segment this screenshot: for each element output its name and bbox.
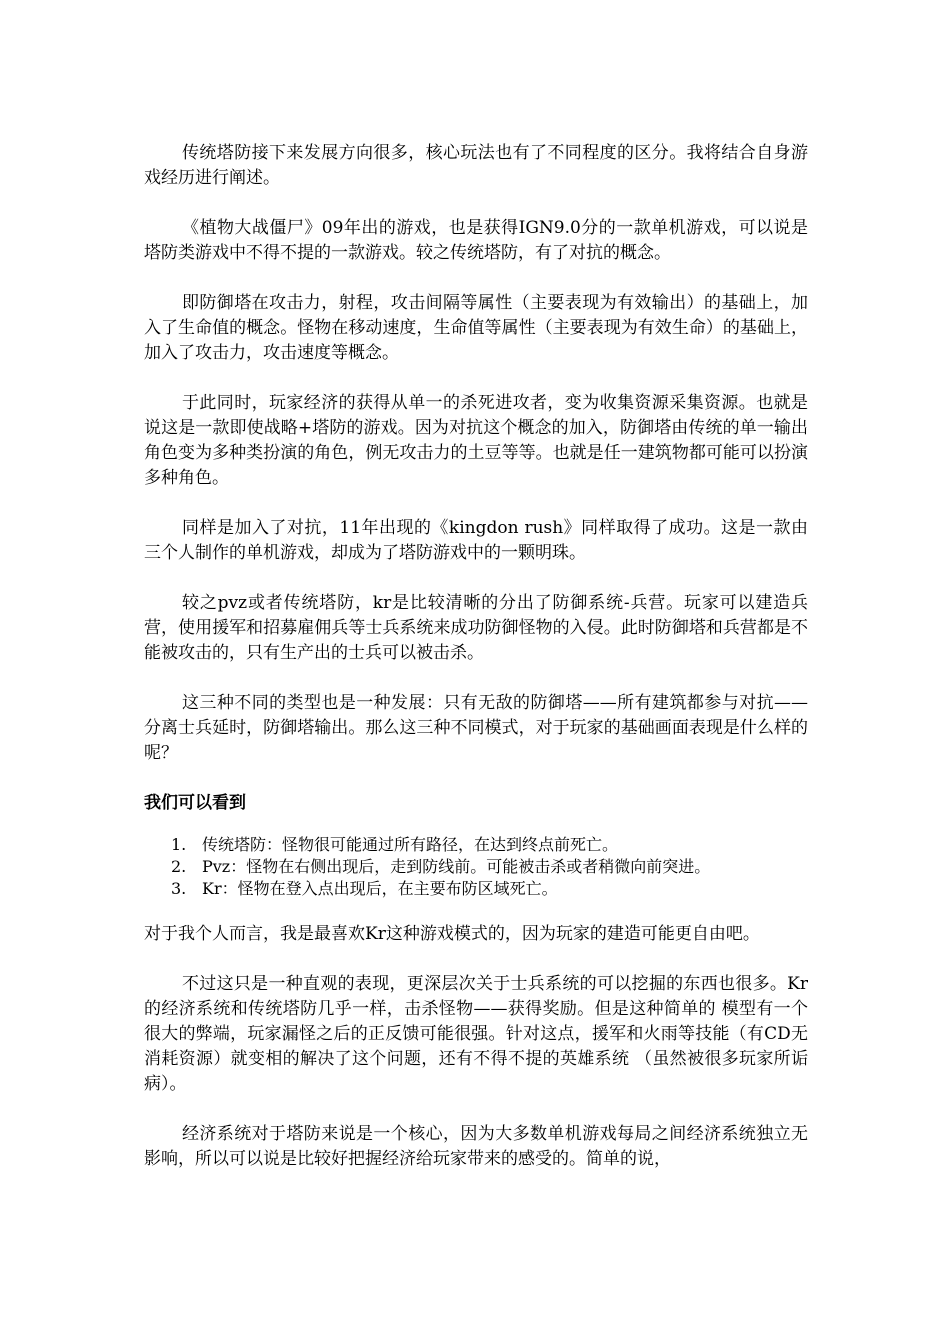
list-item-text: 传统塔防：怪物很可能通过所有路径，在达到终点前死亡。	[202, 835, 619, 854]
list-item-number: 1.	[171, 835, 187, 854]
list-item	[144, 856, 808, 878]
numbered-list	[144, 834, 808, 900]
document-page	[144, 141, 808, 1172]
paragraph-gap	[144, 191, 808, 216]
list-item-number: 3.	[171, 879, 187, 898]
list-item-number: 2.	[171, 857, 187, 876]
paragraph-gap	[144, 666, 808, 691]
paragraph-gap	[144, 266, 808, 291]
list-item	[144, 878, 808, 900]
list-gap	[144, 900, 808, 922]
list-item-text: Kr：怪物在登入点出现后，在主要布防区域死亡。	[202, 879, 558, 898]
paragraph-intro: 传统塔防接下来发展方向很多，核心玩法也有了不同程度的区分。我将结合自身游戏经历进行阐述。	[144, 143, 808, 188]
paragraph-barracks: 较之pvz或者传统塔防，kr是比较清晰的分出了防御系统-兵营。玩家可以建造兵营，使用援军和招募雇佣兵等士兵系统来成功防御怪物的入侵。此时防御塔和兵营都是不能被攻击的，只有生产出的士兵可以被击杀。	[144, 593, 808, 663]
paragraph-gap	[144, 947, 808, 972]
paragraph-defense-towers: 即防御塔在攻击力，射程，攻击间隔等属性（主要表现为有效输出）的基础上，加入了生命值的概念。怪物在移动速度，生命值等属性（主要表现为有效生命）的基础上，加入了攻击力，攻击速度等概念。	[144, 293, 808, 363]
paragraph-gap	[144, 491, 808, 516]
paragraph-gap	[144, 366, 808, 391]
paragraph-gap	[144, 1097, 808, 1122]
heading-gap	[144, 816, 808, 834]
paragraph-personal-opinion: 对于我个人而言，我是最喜欢Kr这种游戏模式的，因为玩家的建造可能更自由吧。	[144, 924, 760, 944]
paragraph-kingdom-rush: 同样是加入了对抗，11年出现的《kingdon rush》同样取得了成功。这是一款由三个人制作的单机游戏，却成为了塔防游戏中的一颗明珠。	[144, 518, 808, 563]
list-item-text: Pvz：怪物在右侧出现后，走到防线前。可能被击杀或者稍微向前突进。	[202, 857, 711, 876]
paragraph-soldier-system: 不过这只是一种直观的表现，更深层次关于士兵系统的可以挖掘的东西也很多。Kr的经济系统和传统塔防几乎一样，击杀怪物——获得奖励。但是这种简单的 模型有一个很大的弊端，玩家漏怪之后的正反馈可能很强。针对这点，援军和火雨等技能（有CD无消耗资源）就变相的解决了这个问题，还有不得不提的英雄系统 （虽然被很多玩家所诟病）。	[144, 974, 808, 1094]
list-item	[144, 834, 808, 856]
paragraph-pvz: 《植物大战僵尸》09年出的游戏，也是获得IGN9.0分的一款单机游戏，可以说是塔防类游戏中不得不提的一款游戏。较之传统塔防，有了对抗的概念。	[144, 218, 808, 263]
paragraph-economy: 于此同时，玩家经济的获得从单一的杀死进攻者，变为收集资源采集资源。也就是说这是一款即使战略+塔防的游戏。因为对抗这个概念的加入，防御塔由传统的单一输出角色变为多种类扮演的角色，例无攻击力的土豆等等。也就是任一建筑物都可能可以扮演多种角色。	[144, 393, 808, 488]
paragraph-gap	[144, 566, 808, 591]
paragraph-economy-core: 经济系统对于塔防来说是一个核心，因为大多数单机游戏每局之间经济系统独立无影响，所以可以说是比较好把握经济给玩家带来的感受的。简单的说，	[144, 1124, 808, 1169]
section-heading: 我们可以看到	[144, 793, 246, 813]
paragraph-gap	[144, 766, 808, 791]
paragraph-three-types: 这三种不同的类型也是一种发展：只有无敌的防御塔——所有建筑都参与对抗——分离士兵延时，防御塔输出。那么这三种不同模式，对于玩家的基础画面表现是什么样的呢？	[144, 693, 808, 763]
